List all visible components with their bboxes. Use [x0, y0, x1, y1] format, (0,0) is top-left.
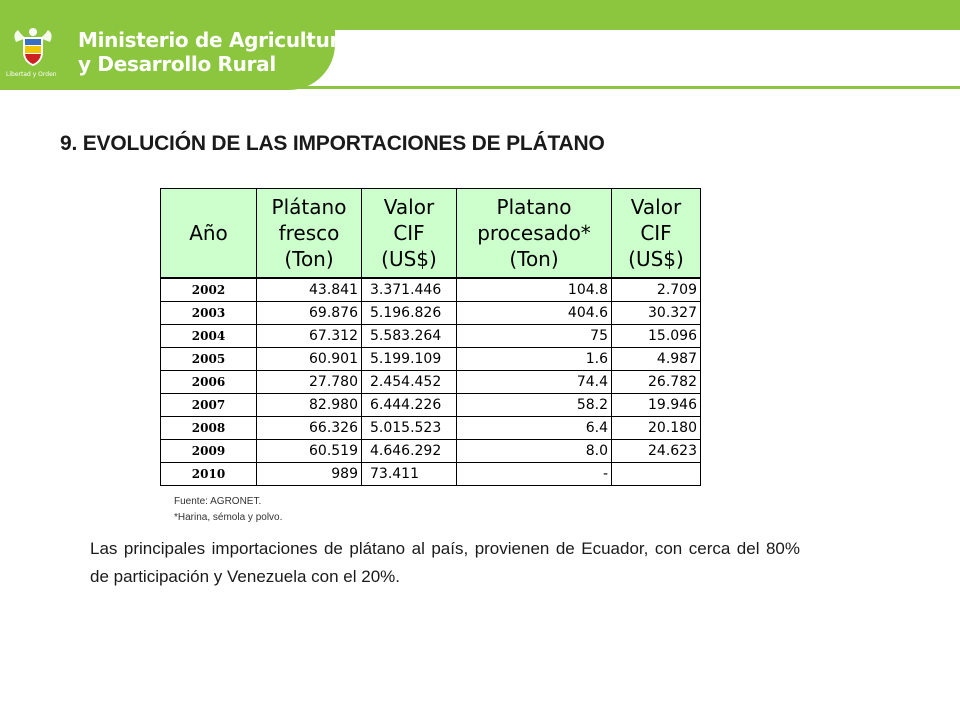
- imports-table: [160, 188, 701, 486]
- header-line: CIF: [393, 221, 425, 245]
- header-line: (US$): [628, 247, 684, 271]
- cell-fresh-ton: 43.841: [257, 278, 362, 302]
- cell-fresh-ton: 67.312: [257, 325, 362, 348]
- table-row: [161, 394, 701, 417]
- cell-cif-processed: 15.096: [612, 325, 701, 348]
- header-line: (Ton): [509, 247, 559, 271]
- cell-processed-ton: 75: [457, 325, 612, 348]
- cell-year: 2002: [161, 278, 257, 302]
- ministry-line-2: y Desarrollo Rural: [78, 52, 276, 76]
- cell-cif-processed: 2.709: [612, 278, 701, 302]
- cell-cif-fresh: 5.199.109: [362, 348, 457, 371]
- cell-cif-fresh: 4.646.292: [362, 440, 457, 463]
- cell-fresh-ton: 69.876: [257, 302, 362, 325]
- cell-fresh-ton: 66.326: [257, 417, 362, 440]
- cell-year: 2006: [161, 371, 257, 394]
- ministry-name: [78, 28, 352, 76]
- cell-cif-processed: 26.782: [612, 371, 701, 394]
- cell-cif-processed: 19.946: [612, 394, 701, 417]
- cell-cif-fresh: 73.411: [362, 463, 457, 486]
- cell-cif-fresh: 6.444.226: [362, 394, 457, 417]
- cell-year: 2009: [161, 440, 257, 463]
- slide-title: 9. EVOLUCIÓN DE LAS IMPORTACIONES DE PLÁTANO: [60, 132, 605, 155]
- header-line: Plátano: [271, 195, 347, 219]
- header-line: Platano: [496, 195, 572, 219]
- cell-year: 2005: [161, 348, 257, 371]
- cell-processed-ton: 58.2: [457, 394, 612, 417]
- cell-year: 2007: [161, 394, 257, 417]
- summary-paragraph: Las principales importaciones de plátano al país, provienen de Ecuador, con cerca del 80% de participación y Venezuela con el 20%.: [90, 539, 800, 586]
- cell-fresh-ton: 82.980: [257, 394, 362, 417]
- source-note: Fuente: AGRONET.: [174, 496, 262, 507]
- cell-year: 2008: [161, 417, 257, 440]
- cell-cif-processed: [612, 463, 701, 486]
- table-row: [161, 417, 701, 440]
- cell-fresh-ton: 27.780: [257, 371, 362, 394]
- cell-processed-ton: 74.4: [457, 371, 612, 394]
- ministry-line-1: Ministerio de Agricultura: [78, 28, 353, 52]
- header-underline: [0, 86, 960, 89]
- header-processed-plantain: [457, 189, 612, 279]
- table-row: [161, 440, 701, 463]
- cell-cif-fresh: 5.583.264: [362, 325, 457, 348]
- cell-processed-ton: 104.8: [457, 278, 612, 302]
- header-line: Año: [189, 221, 228, 245]
- header-line: Valor: [383, 195, 435, 219]
- cell-fresh-ton: 989: [257, 463, 362, 486]
- cell-cif-fresh: 5.196.826: [362, 302, 457, 325]
- cell-cif-processed: 4.987: [612, 348, 701, 371]
- header-line: procesado*: [477, 221, 591, 245]
- header-cif-value-processed: [612, 189, 701, 279]
- cell-cif-processed: 24.623: [612, 440, 701, 463]
- header-cif-value-fresh: [362, 189, 457, 279]
- table-header-row: [161, 189, 701, 279]
- cell-processed-ton: 404.6: [457, 302, 612, 325]
- coat-of-arms-icon: [12, 26, 54, 68]
- header-line: Valor: [630, 195, 682, 219]
- cell-cif-fresh: 2.454.452: [362, 371, 457, 394]
- cell-cif-processed: 30.327: [612, 302, 701, 325]
- cell-processed-ton: -: [457, 463, 612, 486]
- cell-cif-processed: 20.180: [612, 417, 701, 440]
- footnote: *Harina, sémola y polvo.: [174, 512, 283, 523]
- table-row: [161, 463, 701, 486]
- cell-processed-ton: 1.6: [457, 348, 612, 371]
- header-line: fresco: [278, 221, 340, 245]
- cell-year: 2003: [161, 302, 257, 325]
- header-line: CIF: [640, 221, 672, 245]
- header-line: (Ton): [284, 247, 334, 271]
- cell-processed-ton: 8.0: [457, 440, 612, 463]
- header-fresh-plantain: [257, 189, 362, 279]
- crest-caption: Libertad y Orden: [6, 71, 57, 78]
- header-year: [161, 189, 257, 279]
- cell-fresh-ton: 60.519: [257, 440, 362, 463]
- table-row: [161, 302, 701, 325]
- cell-fresh-ton: 60.901: [257, 348, 362, 371]
- cell-year: 2010: [161, 463, 257, 486]
- table-row: [161, 325, 701, 348]
- cell-year: 2004: [161, 325, 257, 348]
- header-line: (US$): [381, 247, 437, 271]
- cell-processed-ton: 6.4: [457, 417, 612, 440]
- cell-cif-fresh: 5.015.523: [362, 417, 457, 440]
- table-row: [161, 371, 701, 394]
- cell-cif-fresh: 3.371.446: [362, 278, 457, 302]
- table-row: [161, 348, 701, 371]
- table-row: [161, 278, 701, 302]
